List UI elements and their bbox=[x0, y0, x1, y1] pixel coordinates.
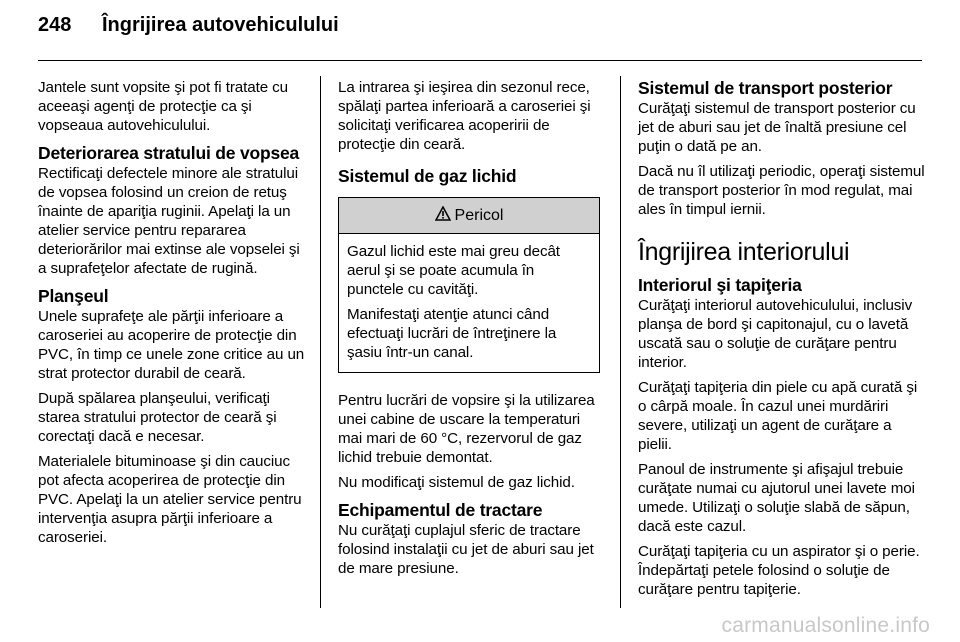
heading-paint-damage: Deteriorarea stratului de vopsea bbox=[38, 143, 300, 163]
heading-rear-carrier: Sistemul de transport posterior bbox=[638, 78, 893, 98]
intro-paragraph: Jantele sunt vopsite şi pot fi tratate cu aceeaşi agenţi de protecţie ca şi vopseaua autovehiculului. bbox=[38, 79, 289, 134]
column-divider-2 bbox=[620, 76, 621, 608]
floor-paragraph-1: Unele suprafeţe ale părţii inferioare a caroseriei au acoperire de protecţie din PVC, în timp ce unele zone critice au un strat protector durabil de ceară. bbox=[38, 308, 305, 382]
page-header bbox=[38, 14, 339, 44]
danger-box bbox=[338, 197, 600, 373]
danger-label: Pericol bbox=[454, 206, 504, 224]
danger-body bbox=[339, 234, 599, 372]
column-1 bbox=[38, 78, 306, 553]
danger-paragraph-2: Manifestaţi atenţie atunci când efectuaţi lucrări de întreţinere la şasiu într-un canal. bbox=[347, 306, 557, 361]
interior-paragraph-1: Curăţaţi interiorul autovehiculului, inclusiv planşa de bord şi capitonajul, cu o lavetă uscată sau o soluţie de curăţare pentru interior. bbox=[638, 297, 913, 371]
lpg-paragraph-1: Pentru lucrări de vopsire şi la utilizarea unei cabine de uscare la temperaturi mai mari de 60 °C, rezervorul de gaz lichid trebuie demontat. bbox=[338, 392, 595, 466]
heading-interior-upholstery: Interiorul şi tapiţeria bbox=[638, 275, 802, 295]
page-number: 248 bbox=[38, 14, 72, 36]
column-3 bbox=[638, 78, 928, 605]
rear-paragraph-2: Dacă nu îl utilizaţi periodic, operaţi sistemul de transport posterior în mod regulat, mai ales în timpul iernii. bbox=[638, 163, 925, 218]
paint-paragraph: Rectificaţi defectele minore ale stratului de vopsea folosind un creion de retuş înainte de apariţia ruginii. Apelaţi la un atelier service pentru repararea deteriorărilor mai extinse ale vopselei şi a suprafeţelor afectate de rugină. bbox=[38, 165, 300, 277]
floor-paragraph-3: Materialele bituminoase şi din cauciuc pot afecta acoperirea de protecţie din PVC. Apelaţi la un atelier service pentru intervenţia asupra părţii inferioare a caroseriei. bbox=[38, 453, 302, 546]
warning-triangle-icon bbox=[435, 206, 451, 226]
header-divider bbox=[38, 60, 922, 61]
watermark: carmanualsonline.info bbox=[721, 614, 930, 637]
towing-paragraph: Nu curăţaţi cuplajul sferic de tractare folosind instalaţii cu jet de aburi sau jet de mare presiune. bbox=[338, 522, 594, 577]
heading-lpg-system: Sistemul de gaz lichid bbox=[338, 166, 517, 186]
interior-paragraph-2: Curăţaţi tapiţeria din piele cu apă curată şi o cârpă moale. În cazul unei murdăriri severe, utilizaţi un agent de curăţare a pielii. bbox=[638, 379, 918, 453]
interior-paragraph-3: Panoul de instrumente şi afişajul trebuie curăţate numai cu ajutorul unei lavete moi umede. Utilizaţi o soluţie slabă de săpun, dacă este cazul. bbox=[638, 461, 915, 535]
danger-header bbox=[339, 198, 599, 234]
interior-paragraph-4: Curăţaţi tapiţeria cu un aspirator şi o perie. Îndepărtaţi petele folosind o soluţie de curăţare pentru tapiţerie. bbox=[638, 543, 920, 598]
danger-paragraph-1: Gazul lichid este mai greu decât aerul şi se poate acumula în punctele cu cavităţi. bbox=[347, 243, 560, 298]
heading-floor: Planşeul bbox=[38, 286, 109, 306]
season-paragraph: La intrarea şi ieşirea din sezonul rece, spălaţi partea inferioară a caroseriei şi solicitaţi verificarea acoperirii de protecţie din ceară. bbox=[338, 79, 591, 153]
lpg-paragraph-2: Nu modificaţi sistemul de gaz lichid. bbox=[338, 474, 575, 491]
page-title: Îngrijirea autovehiculului bbox=[102, 14, 339, 36]
floor-paragraph-2: După spălarea planşeului, verificaţi starea stratului protector de ceară şi corectaţi dacă e necesar. bbox=[38, 390, 277, 445]
column-divider-1 bbox=[320, 76, 321, 608]
column-2 bbox=[338, 78, 606, 584]
heading-interior-care: Îngrijirea interiorului bbox=[638, 238, 850, 266]
rear-paragraph-1: Curăţaţi sistemul de transport posterior cu jet de aburi sau jet de înaltă presiune cel puţin o dată pe an. bbox=[638, 100, 916, 155]
heading-towing: Echipamentul de tractare bbox=[338, 500, 543, 520]
